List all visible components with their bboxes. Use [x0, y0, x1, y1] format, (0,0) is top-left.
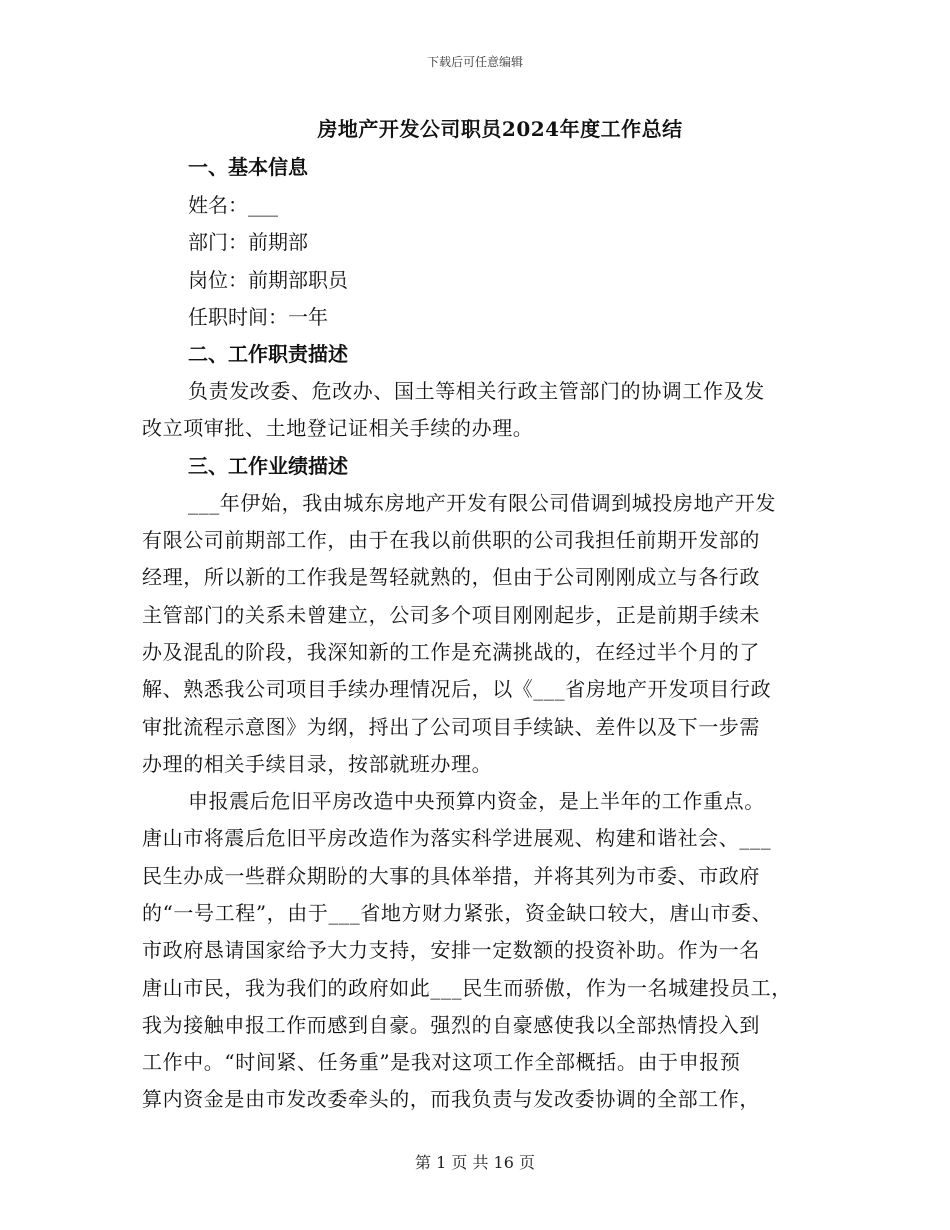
paragraph-line: 办及混乱的阶段，我深知新的工作是充满挑战的，在经过半个月的了 [142, 640, 760, 664]
header-note: 下载后可任意编辑 [426, 55, 523, 69]
field-position: 岗位：前期部职员 [188, 268, 348, 292]
paragraph-line: 审批流程示意图》为纲，捋出了公司项目手续缺、差件以及下一步需 [142, 715, 760, 739]
paragraph-line: 民生办成一些群众期盼的大事的具体举措，并将其列为市委、市政府 [142, 864, 760, 888]
paragraph-line: 市政府恳请国家给予大力支持，安排一定数额的投资补助。作为一名 [142, 938, 760, 962]
section-heading-achievements: 三、工作业绩描述 [188, 454, 348, 478]
paragraph-line: 办理的相关手续目录，按部就班办理。 [142, 752, 493, 776]
paragraph-line: ___年伊始，我由城东房地产开发有限公司借调到城投房地产开发 [188, 491, 776, 515]
page-footer: 第 1 页 共 16 页 [415, 1153, 535, 1172]
paragraph-line: 主管部门的关系未曾建立，公司多个项目刚刚起步，正是前期手续未 [142, 603, 760, 627]
field-department: 部门：前期部 [188, 230, 308, 254]
paragraph-line: 的“一号工程”，由于___省地方财力紧张，资金缺口较大，唐山市委、 [142, 901, 773, 925]
field-tenure: 任职时间：一年 [188, 305, 328, 329]
duties-line: 改立项审批、土地登记证相关手续的办理。 [142, 416, 534, 440]
paragraph-line: 我为接触申报工作而感到自豪。强烈的自豪感使我以全部热情投入到 [142, 1013, 760, 1037]
duties-line: 负责发改委、危改办、国土等相关行政主管部门的协调工作及发 [188, 379, 765, 403]
paragraph-line: 有限公司前期部工作，由于在我以前供职的公司我担任前期开发部的 [142, 528, 760, 552]
paragraph-line: 唐山市民，我为我们的政府如此___民生而骄傲，作为一名城建投员工， [142, 976, 792, 1000]
field-name: 姓名：___ [188, 193, 278, 217]
paragraph-line: 工作中。“时间紧、任务重”是我对这项工作全部概括。由于申报预 [142, 1050, 741, 1074]
section-heading-basic-info: 一、基本信息 [188, 155, 308, 179]
section-heading-duties: 二、工作职责描述 [188, 342, 348, 366]
paragraph-line: 经理，所以新的工作我是驾轻就熟的，但由于公司刚刚成立与各行政 [142, 565, 760, 589]
paragraph-line: 解、熟悉我公司项目手续办理情况后，以《___省房地产开发项目行政 [142, 677, 772, 701]
paragraph-line: 申报震后危旧平房改造中央预算内资金，是上半年的工作重点。 [188, 789, 765, 813]
paragraph-line: 算内资金是由市发改委牵头的，而我负责与发改委协调的全部工作， [142, 1087, 760, 1111]
document-title: 房地产开发公司职员2024年度工作总结 [317, 117, 683, 141]
paragraph-line: 唐山市将震后危旧平房改造作为落实科学进展观、构建和谐社会、___ [142, 826, 772, 850]
